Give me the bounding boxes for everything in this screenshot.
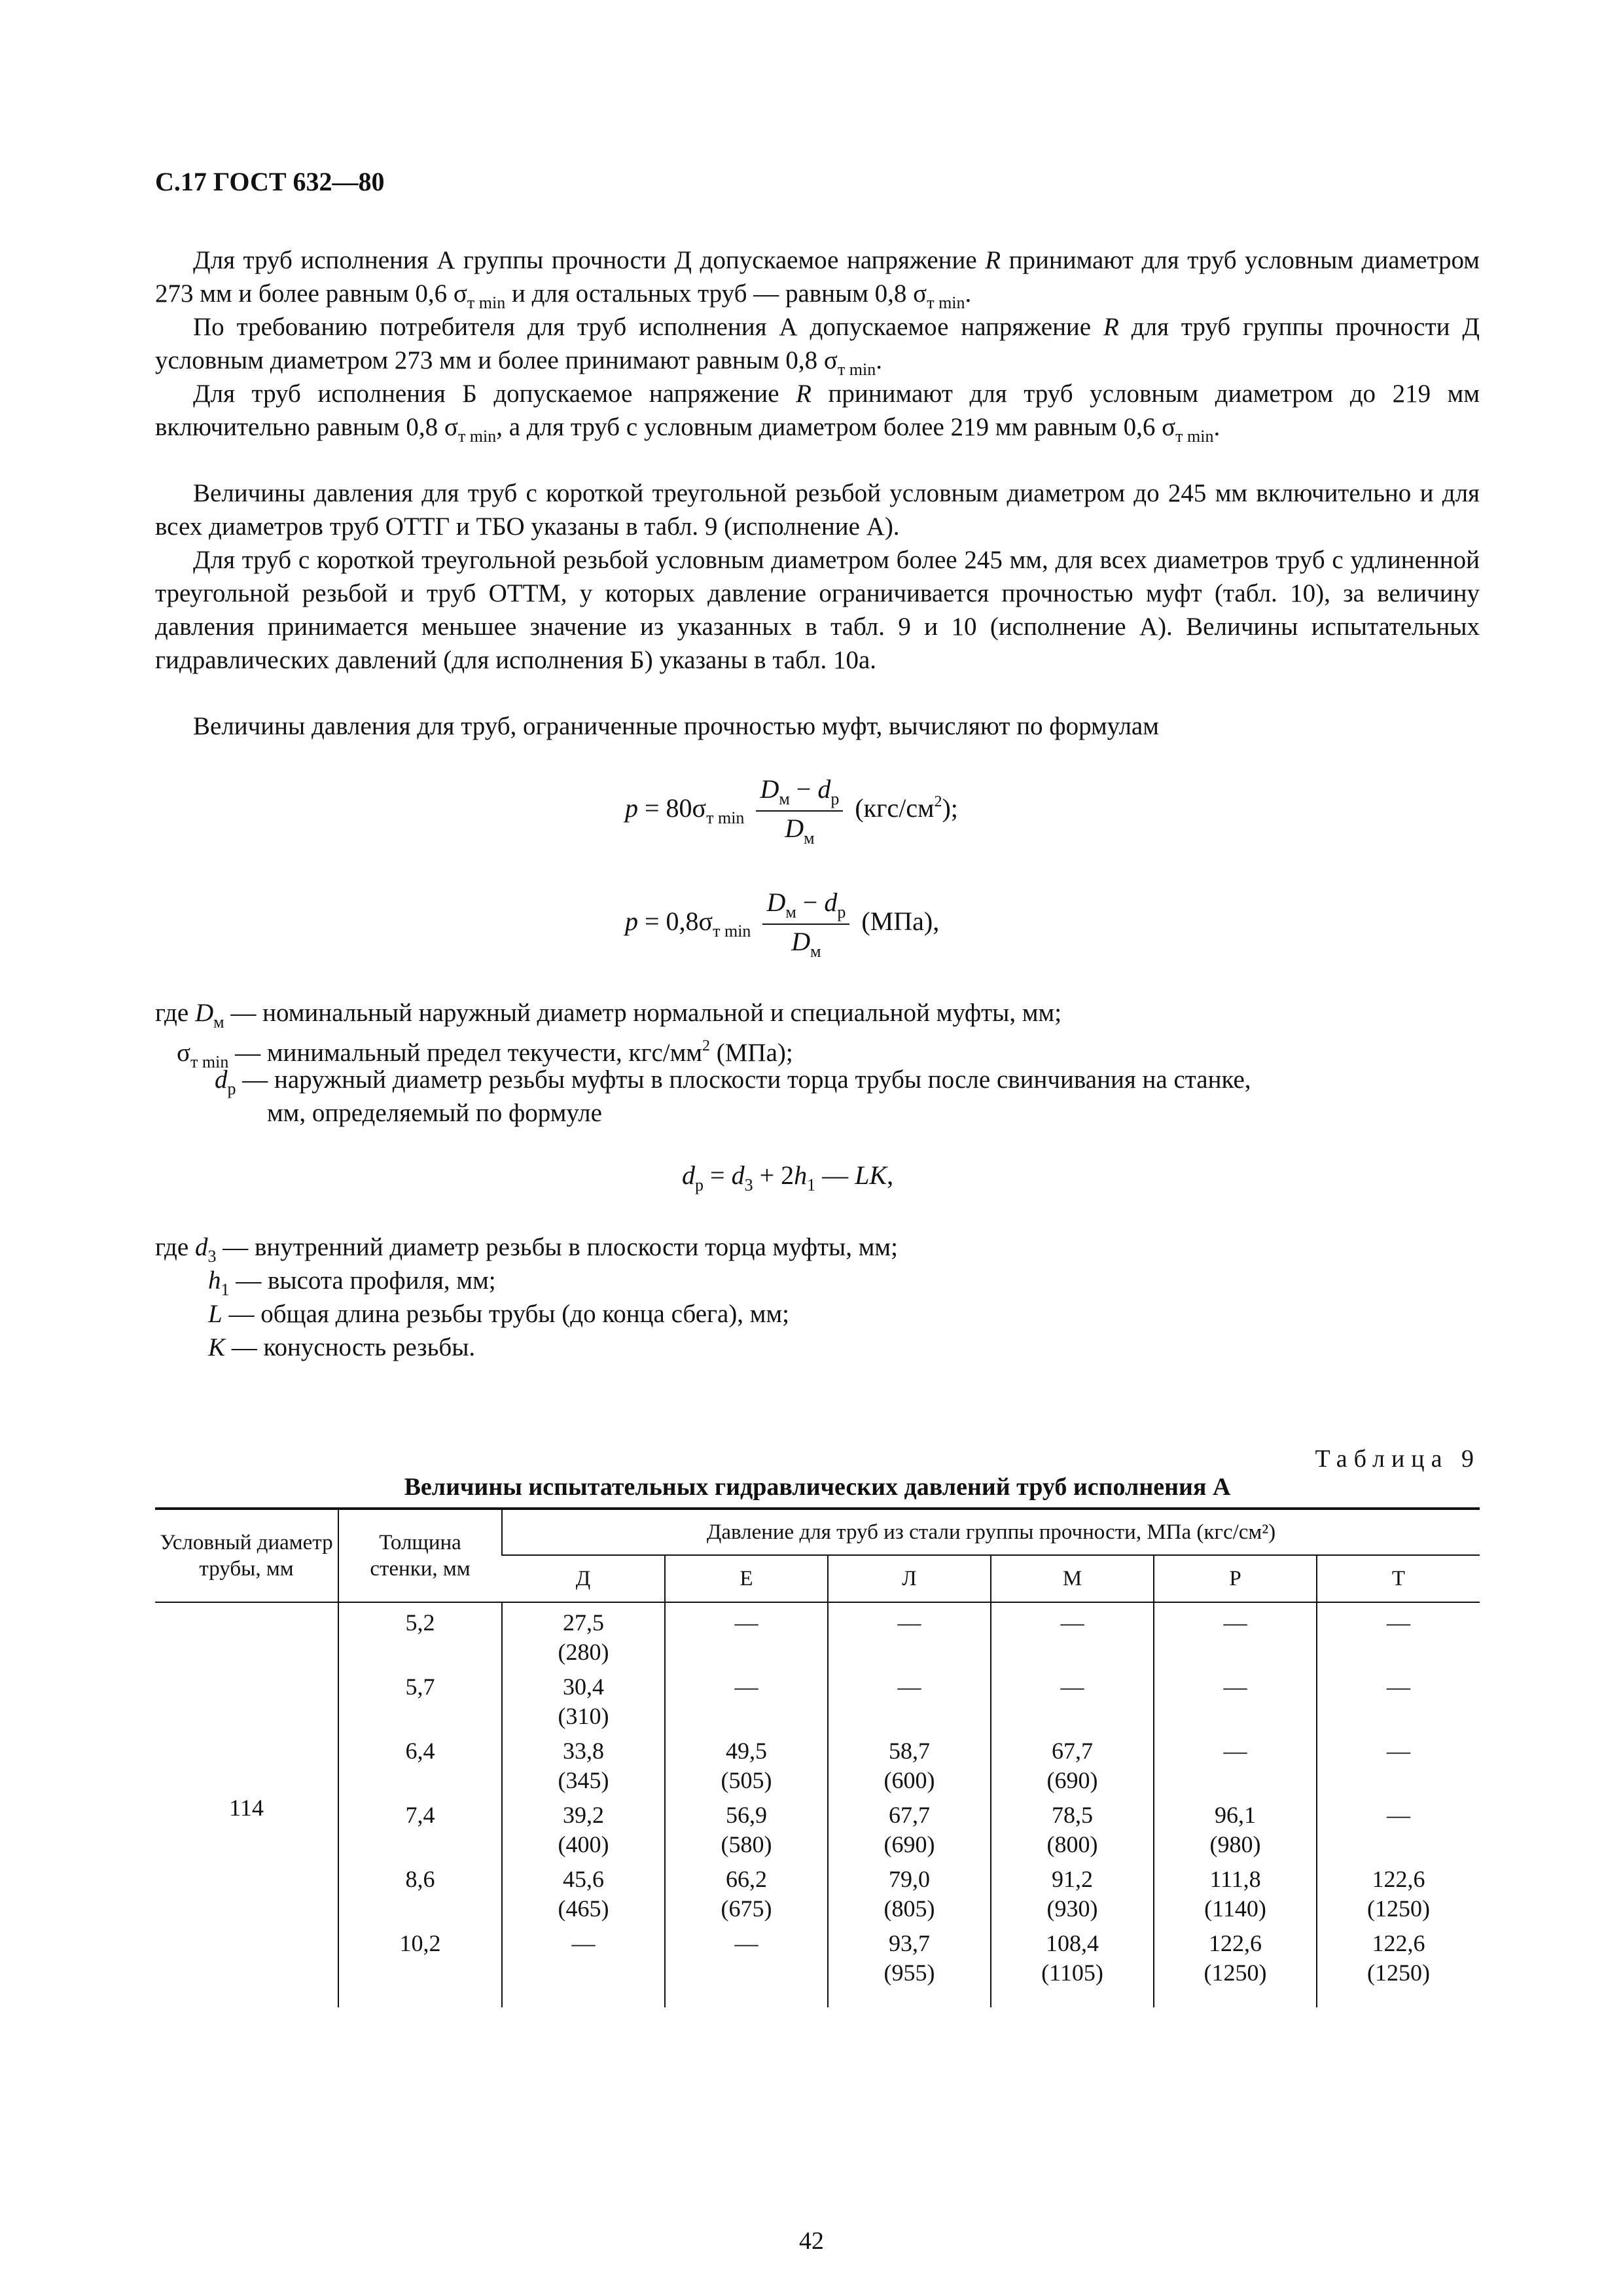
cell-mpa: 78,5 bbox=[1052, 1802, 1093, 1828]
header-group: Л bbox=[828, 1555, 991, 1602]
cell-pressure bbox=[828, 1924, 991, 2007]
cell-kgs bbox=[668, 1958, 825, 1988]
cell-kgs bbox=[1320, 1766, 1477, 1795]
cell-kgs: (505) bbox=[721, 1767, 772, 1793]
cell-mpa: 122,6 bbox=[1209, 1930, 1262, 1956]
cell-pressure bbox=[828, 1859, 991, 1924]
cell-kgs: (800) bbox=[1046, 1831, 1098, 1857]
cell-pressure bbox=[991, 1731, 1154, 1795]
legend-sigma: $\sigma_{т min}$ — минимальный предел текучести, кгс/$мм^2$ (МПа); bbox=[177, 1037, 793, 1071]
formula-mpa-fraction: $\frac{D_м - d_р}{D_м}$ bbox=[762, 887, 849, 961]
paragraph-2: По требованию потребителя для труб исполнения А допускаемое напряжение R для труб группы прочности Д условным диаметром 273 мм и более принимают равным 0,8 $\sigma_{т min}$. bbox=[155, 313, 1480, 379]
cell-pressure bbox=[1317, 1924, 1480, 2007]
header-group: Д bbox=[502, 1555, 665, 1602]
cell-pressure bbox=[502, 1795, 665, 1859]
cell-mpa: 79,0 bbox=[889, 1866, 930, 1892]
cell-pressure bbox=[991, 1924, 1154, 2007]
paragraph-6: Величины давления для труб, ограниченные прочностью муфт, вычисляют по формулам bbox=[193, 712, 1159, 740]
cell-mpa: 91,2 bbox=[1052, 1866, 1093, 1892]
cell-mpa: 93,7 bbox=[889, 1930, 930, 1956]
cell-mpa: 122,6 bbox=[1372, 1866, 1425, 1892]
cell-mpa: — bbox=[1387, 1674, 1410, 1700]
cell-mpa: 67,7 bbox=[1052, 1738, 1093, 1764]
page-header: С.17 ГОСТ 632—80 bbox=[155, 167, 385, 196]
cell-pressure bbox=[665, 1859, 828, 1924]
cell-kgs: (345) bbox=[558, 1767, 609, 1793]
cell-pressure bbox=[1317, 1602, 1480, 1667]
cell-pressure bbox=[1317, 1731, 1480, 1795]
cell-mpa: — bbox=[897, 1609, 921, 1636]
cell-kgs: (930) bbox=[1046, 1895, 1098, 1922]
legend-dm: где $D_м$ — номинальный наружный диаметр нормальной и специальной муфты, мм; bbox=[155, 999, 1062, 1031]
cell-kgs bbox=[831, 1702, 988, 1731]
cell-pressure bbox=[665, 1602, 828, 1667]
cell-kgs bbox=[1157, 1702, 1313, 1731]
header-group: Е bbox=[665, 1555, 828, 1602]
cell-mpa: 58,7 bbox=[889, 1738, 930, 1764]
cell-kgs: (1250) bbox=[1367, 1895, 1430, 1922]
cell-pressure bbox=[1317, 1859, 1480, 1924]
cell-kgs: (580) bbox=[721, 1831, 772, 1857]
table-row bbox=[155, 1731, 1480, 1795]
cell-mpa: — bbox=[1223, 1738, 1247, 1764]
legend-l: L — общая длина резьбы трубы (до конца сбега), мм; bbox=[208, 1300, 790, 1328]
cell-kgs: (1250) bbox=[1367, 1960, 1430, 1986]
paragraph-1: Для труб исполнения А группы прочности Д допускаемое напряжение R принимают для труб условным диаметром 273 мм и более равным 0,6 $\sigma_{т min}$ и для остальных труб — равным 0,8 $\sigma_{т min}$. bbox=[155, 246, 1480, 312]
cell-wall: 7,4 bbox=[338, 1795, 502, 1859]
cell-mpa: 49,5 bbox=[726, 1738, 767, 1764]
cell-kgs: (600) bbox=[883, 1767, 935, 1793]
cell-pressure bbox=[1154, 1795, 1317, 1859]
cell-kgs: (400) bbox=[558, 1831, 609, 1857]
cell-pressure bbox=[502, 1667, 665, 1731]
cell-mpa: 122,6 bbox=[1372, 1930, 1425, 1956]
cell-kgs bbox=[668, 1638, 825, 1667]
cell-mpa: 45,6 bbox=[563, 1866, 604, 1892]
table-row bbox=[155, 1795, 1480, 1859]
cell-mpa: — bbox=[1223, 1609, 1247, 1636]
cell-pressure bbox=[665, 1795, 828, 1859]
cell-pressure bbox=[1154, 1859, 1317, 1924]
paragraph-4: Величины давления для труб с короткой треугольной резьбой условным диаметром до 245 мм включительно и для всех диаметров труб ОТТГ и ТБО указаны в табл. 9 (исполнение А). bbox=[155, 479, 1480, 541]
cell-kgs: (980) bbox=[1209, 1831, 1261, 1857]
cell-wall: 8,6 bbox=[338, 1859, 502, 1924]
cell-pressure bbox=[1154, 1731, 1317, 1795]
cell-pressure bbox=[1154, 1602, 1317, 1667]
cell-mpa: — bbox=[571, 1930, 596, 1956]
cell-mpa: 56,9 bbox=[726, 1802, 767, 1828]
cell-wall: 10,2 bbox=[338, 1924, 502, 2007]
cell-wall: 5,2 bbox=[338, 1602, 502, 1667]
cell-kgs: (690) bbox=[883, 1831, 935, 1857]
cell-mpa: 66,2 bbox=[726, 1866, 767, 1892]
table-row bbox=[155, 1667, 1480, 1731]
cell-kgs: (955) bbox=[883, 1960, 935, 1986]
header-diameter: Условный диаметр трубы, мм bbox=[155, 1509, 338, 1602]
cell-mpa: 27,5 bbox=[563, 1609, 604, 1636]
cell-mpa: — bbox=[1387, 1609, 1410, 1636]
cell-pressure bbox=[502, 1924, 665, 2007]
cell-mpa: 67,7 bbox=[889, 1802, 930, 1828]
cell-pressure bbox=[828, 1602, 991, 1667]
header-pressure: Давление для труб из стали группы прочности, МПа (кгс/см²) bbox=[502, 1509, 1480, 1555]
table-title: Величины испытательных гидравлических давлений труб исполнения А bbox=[404, 1473, 1231, 1501]
paragraph-5: Для труб с короткой треугольной резьбой условным диаметром более 245 мм, для всех диаметров труб с удлиненной треугольной резьбой и труб ОТТМ, у которых давление ограничивается прочностью муфт (табл. 10), за величину давления принимается меньшее значение из указанных в табл. 9 и 10 (исполнение А). Величины испытательных гидравлических давлений (для исполнения Б) указаны в табл. 10а. bbox=[155, 546, 1480, 674]
cell-mpa: — bbox=[1060, 1609, 1084, 1636]
cell-pressure bbox=[991, 1667, 1154, 1731]
cell-kgs bbox=[1157, 1638, 1313, 1667]
cell-wall: 5,7 bbox=[338, 1667, 502, 1731]
paragraph-3: Для труб исполнения Б допускаемое напряжение R принимают для труб условным диаметром до 219 мм включительно равным 0,8 $\sigma_{т min}$, а для труб с условным диаметром более 219 мм равным 0,6 $\sigma_{т min}$. bbox=[155, 380, 1480, 446]
cell-kgs bbox=[505, 1958, 662, 1988]
cell-kgs bbox=[831, 1638, 988, 1667]
cell-wall: 6,4 bbox=[338, 1731, 502, 1795]
cell-mpa: 96,1 bbox=[1215, 1802, 1256, 1828]
table-number: Таблица 9 bbox=[1315, 1445, 1480, 1473]
header-wall: Толщина стенки, мм bbox=[338, 1509, 502, 1602]
cell-pressure bbox=[502, 1731, 665, 1795]
cell-mpa: 33,8 bbox=[563, 1738, 604, 1764]
table-row bbox=[155, 1924, 1480, 2007]
cell-pressure bbox=[665, 1667, 828, 1731]
legend-dp: $d_р$ — наружный диаметр резьбы муфты в плоскости торца трубы после свинчивания на станке, bbox=[215, 1066, 1251, 1098]
legend-h1: $h_1$ — высота профиля, мм; bbox=[208, 1266, 496, 1299]
cell-mpa: 108,4 bbox=[1046, 1930, 1099, 1956]
cell-mpa: — bbox=[734, 1674, 758, 1700]
cell-mpa: — bbox=[1060, 1674, 1084, 1700]
table-row bbox=[155, 1602, 1480, 1667]
cell-pressure bbox=[502, 1859, 665, 1924]
cell-kgs bbox=[668, 1702, 825, 1731]
pressure-table bbox=[155, 1507, 1480, 2007]
cell-pressure bbox=[828, 1731, 991, 1795]
formula-dp: $d_р = d_3 + 2h_1$ — LK, bbox=[682, 1160, 894, 1194]
cell-mpa: 111,8 bbox=[1209, 1866, 1261, 1892]
cell-mpa: — bbox=[734, 1930, 758, 1956]
cell-pressure bbox=[991, 1795, 1154, 1859]
cell-kgs: (675) bbox=[721, 1895, 772, 1922]
cell-mpa: — bbox=[897, 1674, 921, 1700]
cell-kgs: (690) bbox=[1046, 1767, 1098, 1793]
legend-dp-continued: мм, определяемый по формуле bbox=[267, 1099, 602, 1127]
table-row bbox=[155, 1859, 1480, 1924]
cell-pressure bbox=[991, 1602, 1154, 1667]
cell-kgs: (465) bbox=[558, 1895, 609, 1922]
cell-mpa: 39,2 bbox=[563, 1802, 604, 1828]
formula-kgs: $p = 80\sigma_{т min}$ $\frac{D_м - d_р}{D_м}$ $(кгс/см^2)$; bbox=[625, 774, 958, 848]
header-group: М bbox=[991, 1555, 1154, 1602]
formula-mpa: $p = 0,8\sigma_{т min}$ $\frac{D_м - d_р}{D_м}$ (МПа), bbox=[625, 888, 940, 961]
page-number: 42 bbox=[799, 2227, 824, 2255]
header-group: Р bbox=[1154, 1555, 1317, 1602]
cell-pressure bbox=[1317, 1795, 1480, 1859]
legend-d3: где $d_3$ — внутренний диаметр резьбы в плоскости торца муфты, мм; bbox=[155, 1233, 898, 1266]
cell-kgs: (805) bbox=[883, 1895, 935, 1922]
cell-pressure bbox=[1154, 1667, 1317, 1731]
cell-mpa: — bbox=[1223, 1674, 1247, 1700]
cell-kgs bbox=[994, 1638, 1150, 1667]
cell-pressure bbox=[991, 1859, 1154, 1924]
cell-pressure bbox=[1317, 1667, 1480, 1731]
cell-kgs: (280) bbox=[558, 1639, 609, 1665]
legend-k: K — конусность резьбы. bbox=[208, 1333, 476, 1361]
cell-kgs: (310) bbox=[558, 1703, 609, 1729]
cell-kgs: (1105) bbox=[1041, 1960, 1103, 1986]
cell-kgs: (1140) bbox=[1204, 1895, 1266, 1922]
cell-mpa: — bbox=[734, 1609, 758, 1636]
cell-kgs bbox=[994, 1702, 1150, 1731]
cell-pressure bbox=[502, 1602, 665, 1667]
cell-pressure bbox=[828, 1795, 991, 1859]
cell-mpa: — bbox=[1387, 1802, 1410, 1828]
cell-kgs bbox=[1157, 1766, 1313, 1795]
cell-pressure bbox=[665, 1924, 828, 2007]
cell-mpa: 30,4 bbox=[563, 1674, 604, 1700]
cell-kgs: (1250) bbox=[1204, 1960, 1267, 1986]
cell-pressure bbox=[828, 1667, 991, 1731]
cell-pressure bbox=[1154, 1924, 1317, 2007]
formula-kgs-fraction: $\frac{D_м - d_р}{D_м}$ bbox=[756, 774, 843, 848]
cell-kgs bbox=[1320, 1638, 1477, 1667]
cell-pressure bbox=[665, 1731, 828, 1795]
cell-mpa: — bbox=[1387, 1738, 1410, 1764]
header-group: Т bbox=[1317, 1555, 1480, 1602]
cell-kgs bbox=[1320, 1702, 1477, 1731]
cell-kgs bbox=[1320, 1830, 1477, 1859]
cell-diameter: 114 bbox=[229, 1794, 264, 1821]
